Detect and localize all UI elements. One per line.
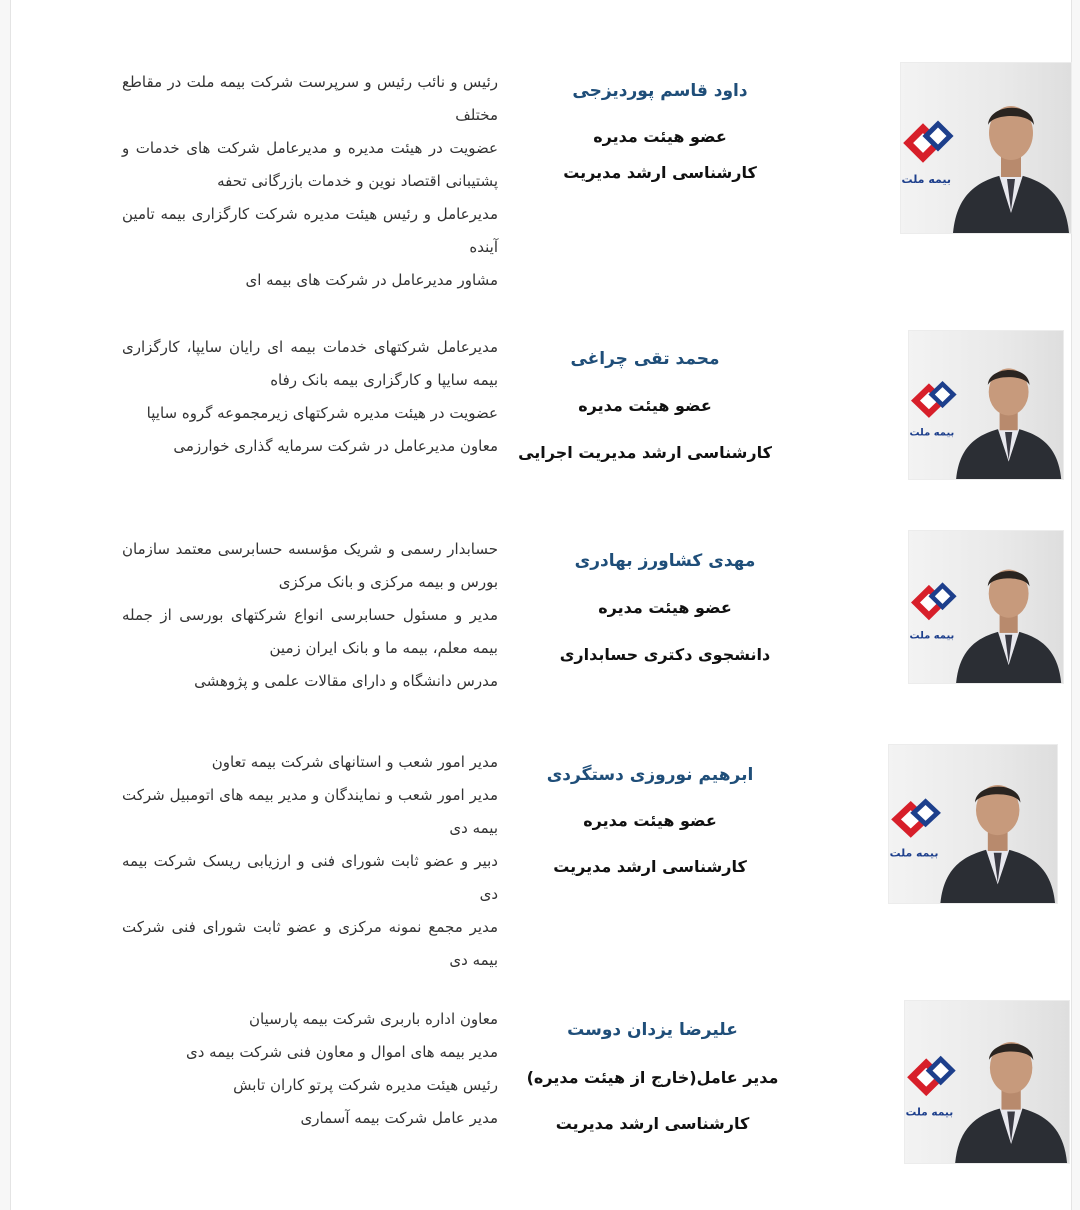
person-silhouette-icon bbox=[956, 368, 1061, 479]
logo-text: بیمه ملت bbox=[889, 847, 939, 860]
logo-text: بیمه ملت bbox=[905, 1106, 954, 1119]
member-info bbox=[520, 1020, 785, 1134]
portrait-illustration bbox=[905, 1001, 1069, 1163]
logo-text: بیمه ملت bbox=[909, 630, 955, 642]
person-silhouette-icon bbox=[955, 1042, 1067, 1163]
bio-item: رئیس و نائب رئیس و سرپرست شرکت بیمه ملت در مقاطع مختلف bbox=[122, 73, 498, 124]
portrait-illustration bbox=[909, 331, 1063, 479]
person-silhouette-icon bbox=[956, 569, 1061, 683]
member-info bbox=[530, 81, 790, 183]
bio-item: مدرس دانشگاه و دارای مقالات علمی و پژوهشی bbox=[194, 672, 498, 690]
member-role: عضو هیئت مدیره bbox=[593, 127, 727, 146]
bio-item: مدیرعامل شرکتهای خدمات بیمه ای رایان سایپا، کارگزاری بیمه سایپا و کارگزاری بیمه بانک رفاه bbox=[122, 338, 498, 389]
portrait-illustration bbox=[901, 63, 1071, 233]
bio-item: عضویت در هیئت مدیره و مدیرعامل شرکت های خدمات و پشتیبانی اقتصاد نوین و خدمات بازرگانی تحفه bbox=[122, 139, 498, 190]
bio-item: مدیر عامل شرکت بیمه آسماری bbox=[300, 1109, 498, 1127]
member-degree: کارشناسی ارشد مدیریت bbox=[553, 857, 747, 876]
member-role: مدیر عامل(خارج از هیئت مدیره) bbox=[526, 1068, 779, 1087]
bio-item: مدیر امور شعب و نمایندگان و مدیر بیمه های اتومبیل شرکت بیمه دی bbox=[122, 786, 498, 837]
member-degree: دانشجوی دکتری حسابداری bbox=[559, 645, 771, 664]
member-photo bbox=[908, 330, 1064, 480]
bio-item: رئیس هیئت مدیره شرکت پرتو کاران تابش bbox=[233, 1076, 498, 1094]
bio-item: مدیر امور شعب و استانهای شرکت بیمه تعاون bbox=[211, 753, 498, 771]
member-name: ابرهیم نوروزی دستگردی bbox=[546, 765, 754, 785]
member-degree: کارشناسی ارشد مدیریت bbox=[555, 1114, 750, 1133]
member-bio bbox=[122, 533, 498, 698]
bio-item: معاون مدیرعامل در شرکت سرمایه گذاری خوارزمی bbox=[173, 437, 498, 455]
member-photo bbox=[888, 744, 1058, 904]
member-role: عضو هیئت مدیره bbox=[598, 598, 732, 617]
bio-item: معاون اداره باربری شرکت بیمه پارسیان bbox=[248, 1010, 498, 1028]
bio-item: دبیر و عضو ثابت شورای فنی و ارزیابی ریسک شرکت بیمه دی bbox=[122, 852, 498, 903]
member-role: عضو هیئت مدیره bbox=[583, 811, 717, 830]
portrait-illustration bbox=[909, 531, 1063, 683]
member-photo bbox=[900, 62, 1072, 234]
member-name: داود قاسم پوردیزجی bbox=[572, 81, 748, 101]
member-name: علیرضا یزدان دوست bbox=[567, 1020, 738, 1040]
member-bio bbox=[122, 746, 498, 977]
member-name: مهدی کشاورز بهادری bbox=[574, 551, 756, 571]
member-photo bbox=[904, 1000, 1070, 1164]
bio-item: مشاور مدیرعامل در شرکت های بیمه ای bbox=[245, 271, 498, 289]
member-bio bbox=[122, 331, 498, 463]
portrait-illustration bbox=[889, 745, 1057, 903]
bime-mellat-logo-icon bbox=[903, 120, 953, 162]
bio-item: مدیر مجمع نمونه مرکزی و عضو ثابت شورای فنی شرکت بیمه دی bbox=[122, 918, 498, 969]
bime-mellat-logo-icon bbox=[891, 798, 941, 837]
member-degree: کارشناسی ارشد مدیریت bbox=[563, 163, 757, 182]
bio-item: مدیر و مسئول حسابرسی انواع شرکتهای بورسی از جمله بیمه معلم، بیمه ما و بانک ایران زمین bbox=[122, 606, 498, 657]
member-role: عضو هیئت مدیره bbox=[578, 396, 712, 415]
logo-text: بیمه ملت bbox=[909, 427, 955, 439]
bio-item: عضویت در هیئت مدیره شرکتهای زیرمجموعه گروه سایپا bbox=[146, 404, 498, 422]
bime-mellat-logo-icon bbox=[911, 582, 957, 620]
bio-item: مدیر بیمه های اموال و معاون فنی شرکت بیمه دی bbox=[185, 1043, 498, 1061]
member-name: محمد تقی چراغی bbox=[570, 349, 720, 369]
bio-item: مدیرعامل و رئیس هیئت مدیره شرکت کارگزاری بیمه تامین آینده bbox=[122, 205, 498, 256]
member-bio bbox=[122, 66, 498, 297]
person-silhouette-icon bbox=[940, 785, 1055, 903]
bime-mellat-logo-icon bbox=[911, 381, 957, 418]
person-silhouette-icon bbox=[953, 106, 1069, 233]
member-info bbox=[510, 349, 780, 463]
logo-text: بیمه ملت bbox=[901, 173, 951, 186]
member-bio bbox=[122, 1003, 498, 1135]
member-degree: کارشناسی ارشد مدیریت اجرایی bbox=[518, 443, 772, 462]
member-info bbox=[520, 765, 780, 877]
bio-item: حسابدار رسمی و شریک مؤسسه حسابرسی معتمد سازمان بورس و بیمه مرکزی و بانک مرکزی bbox=[122, 540, 498, 591]
member-info bbox=[530, 551, 800, 665]
member-photo bbox=[908, 530, 1064, 684]
bime-mellat-logo-icon bbox=[907, 1056, 956, 1096]
